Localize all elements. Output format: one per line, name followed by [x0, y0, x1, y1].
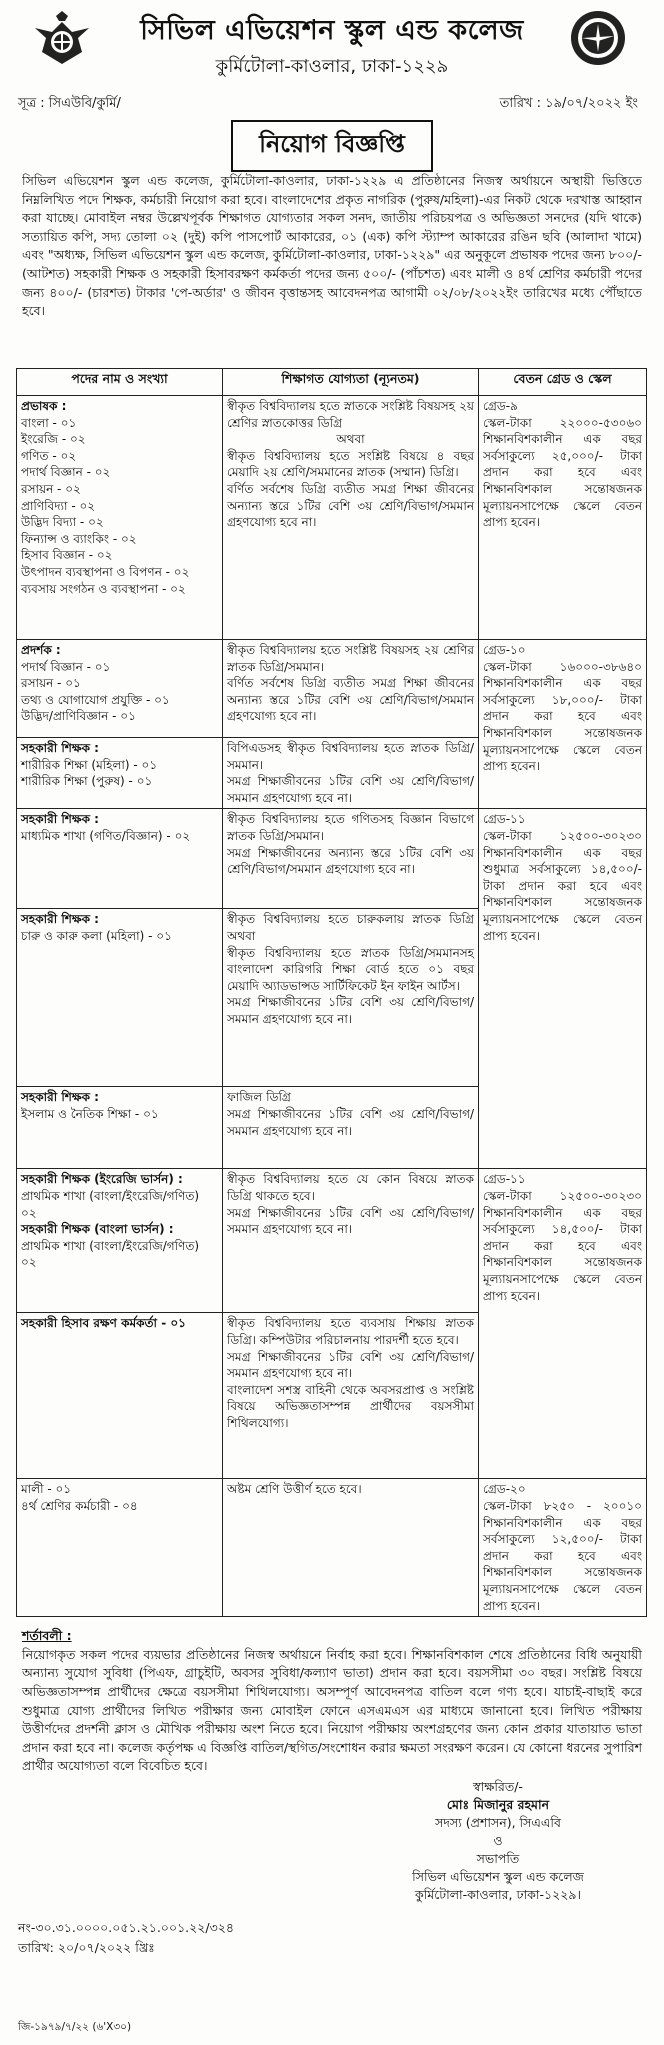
qualification-cell	[223, 1479, 479, 1617]
notice-title: নিয়োগ বিজ্ঞপ্তি	[231, 120, 433, 172]
post-cell	[17, 1313, 223, 1479]
post-item: উদ্ভিদ/প্রাণিবিজ্ঞান - ০১	[21, 709, 136, 724]
post-item: ৪র্থ শ্রেণির কর্মচারী - ০৪	[21, 1498, 138, 1513]
post-title: প্রদর্শক :	[21, 643, 61, 657]
qualification-line: স্বীকৃত বিশ্ববিদ্যালয় হতে সংশ্লিষ্ট বিষয়ে ৪ বছর মেয়াদি ২য় শ্রেণি/সমমানের স্নাতক (সম্মান) ডিগ্রি।	[227, 448, 474, 480]
post-item: শারীরিক শিক্ষা (পুরুষ) - ০১	[21, 774, 153, 789]
post-item: গণিত - ০২	[21, 448, 77, 463]
pay-grade: গ্রেড-১১	[483, 812, 526, 827]
post-item: প্রাথমিক শাখা (বাংলা/ইংরেজি/গণিত) ০২	[21, 1238, 200, 1270]
signed-label: স্বাক্ষরিত/-	[473, 1779, 523, 1794]
post-cell	[17, 809, 223, 909]
post-title: সহকারী শিক্ষক (ইংরেজি ভার্সন) :	[21, 1172, 183, 1187]
post-item: ব্যবসায় সংগঠন ও ব্যবস্থাপনা - ০২	[21, 581, 186, 596]
signatory-institution: সিভিল এভিয়েশন স্কুল এন্ড কলেজ	[412, 1869, 584, 1884]
pay-cell	[479, 1479, 647, 1617]
post-item: রসায়ন - ০২	[21, 481, 81, 496]
pay-grade: গ্রেড-১০	[483, 643, 526, 657]
qualification-line: বাংলাদেশ সশস্ত্র বাহিনী থেকে অবসরপ্রাপ্ত ও সংশ্লিষ্ট বিষয়ে অভিজ্ঞতাসম্পন্ন প্রার্থীদের বয়সসীমা শিথিলযোগ্য।	[227, 1382, 474, 1430]
pay-scale: স্কেল-টাকা ১২৫০০-৩০২৩০ শিক্ষানবিশকালীন এক বছর সর্বসাকুল্যে ১৪,৫০০/- টাকা প্রদান করা হবে এবং শিক্ষানবিশকাল সন্তোষজনক মূল্যায়নসাপেক্ষে স্কেলে বেতন প্রাপ্য হবেন।	[483, 1188, 642, 1303]
signatory-address: কুর্মিটোলা-কাওলার, ঢাকা-১২২৯।	[414, 1887, 582, 1902]
qualification-line: স্বীকৃত বিশ্ববিদ্যালয় হতে স্নাতক ডিগ্রি/সমমানসহ বাংলাদেশ কারিগরি শিক্ষা বোর্ড হতে ০১ বছর মেয়াদি অ্যাডভান্সড সার্টিফিকেট ইন ফাইন আর্টস।	[227, 945, 474, 993]
table-row	[17, 396, 647, 640]
post-item: প্রাথমিক শাখা (বাংলা/ইংরেজি/গণিত) ০২	[21, 1188, 200, 1220]
qualification-line: স্বীকৃত বিশ্ববিদ্যালয় হতে যে কোন বিষয়ে স্নাতক ডিগ্রি থাকতে হবে।	[227, 1172, 474, 1203]
qualification-cell	[223, 738, 479, 809]
post-item: বাংলা - ০১	[21, 415, 77, 430]
qualification-line: অষ্টম শ্রেণি উত্তীর্ণ হতে হবে।	[227, 1482, 362, 1497]
conditions-section	[22, 1627, 642, 1776]
post-title: সহকারী শিক্ষক :	[21, 741, 99, 755]
post-item: শারীরিক শিক্ষা (মহিলা) - ০১	[21, 757, 158, 772]
post-item: পদার্থ বিজ্ঞান - ০২	[21, 465, 111, 480]
post-cell	[17, 738, 223, 809]
qualification-line: সমগ্র শিক্ষাজীবনের ১টির বেশি ৩য় শ্রেণি/বিভাগ/সমমান গ্রহণযোগ্য হবে না।	[227, 774, 474, 805]
post-cell	[17, 909, 223, 1087]
header-post: পদের নাম ও সংখ্যা	[17, 369, 223, 396]
conditions-text: নিয়োগকৃত সকল পদের ব্যয়ভার প্রতিষ্ঠানের নিজস্ব অর্থায়নে নির্বাহ করা হবে। শিক্ষানবিশকাল শেষে প্রতিষ্ঠানের বিধি অনুযায়ী অন্যান্য সুযোগ সুবিধা (পিএফ, গ্রাচুইটি, অবসর সুবিধা/কল্যাণ ভাতা) প্রদান করা হবে। বয়সসীমা ৩০ বছর। সংশ্লিষ্ট বিষয়ে অভিজ্ঞতাসম্পন্ন প্রার্থীদের ক্ষেত্রে বয়সসীমা শিথিলযোগ্য। অসম্পূর্ণ আবেদনপত্র বাতিল বলে গণ্য হবে। যাচাই-বাছাই করে শুধুমাত্র যোগ্য প্রার্থীদের লিখিত পরীক্ষার জন্য মোবাইল ফোনে এসএমএস এর মাধ্যমে জানানো হবে। লিখিত পরীক্ষায় উত্তীর্ণদের প্রদর্শনী ক্লাস ও মৌখিক পরীক্ষায় অংশ নিতে হবে। নিয়োগ পরীক্ষায় অংশগ্রহণের জন্য কোন প্রকার যাতায়াত ভাতা প্রদান করা হবে না। কলেজ কর্তৃপক্ষ এ বিজ্ঞপ্তি বাতিল/স্থগিত/সংশোধন করার ক্ষমতা সংরক্ষণ করেন। যে কোনো ধরনের সুপারিশ প্রার্থীর অযোগ্যতা বলে বিবেচিত হবে।	[22, 1646, 642, 1774]
memo-number: নং-৩০.৩১.০০০০.০৫১.২১.০০১.২২/৩২৪	[18, 1920, 234, 1935]
signatory-role: সভাপতি	[476, 1851, 520, 1866]
pay-cell	[479, 809, 647, 1169]
conditions-title: শর্তাবলী :	[22, 1628, 72, 1644]
qualification-line: অথবা	[336, 432, 365, 447]
qualification-line: স্বীকৃত বিশ্ববিদ্যালয় হতে গণিতসহ বিজ্ঞান বিভাগে স্নাতক ডিগ্রি/সমমান।	[227, 812, 474, 843]
qualification-line: ফাজিল ডিগ্রি	[227, 1090, 291, 1105]
qualification-cell	[223, 809, 479, 909]
pay-grade: গ্রেড-৯	[483, 399, 518, 413]
signatory-designation: সদস্য (প্রশাসন), সিএএবি	[435, 1815, 561, 1830]
intro-paragraph: সিভিল এভিয়েশন স্কুল এন্ড কলেজ, কুর্মিটোলা-কাওলার, ঢাকা-১২২৯ এ প্রতিষ্ঠানের নিজস্ব অর্থায়নে অস্থায়ী ভিত্তিতে নিম্নলিখিত পদে শিক্ষক, কর্মচারী নিয়োগ করা হবে। বাংলাদেশের প্রকৃত নাগরিক (পুরুষ/মহিলা)-এর নিকট থেকে দরখাস্ত আহ্বান করা যাচ্ছে। মোবাইল নম্বর উল্লেখপূর্বক শিক্ষাগত যোগ্যতার সকল সনদ, জাতীয় পরিচয়পত্র ও অভিজ্ঞতা সনদের (যদি থাকে) সত্যায়িত কপি, সদ্য তোলা ০২ (দুই) কপি পাসপোর্ট আকারের, ০১ (এক) কপি স্ট্যাম্প আকারের রঙিন ছবি (আলাদা খামে) এবং "অধ্যক্ষ, সিভিল এভিয়েশন স্কুল এন্ড কলেজ, কুর্মিটোলা-কাওলার, ঢাকা-১২২৯" এর অনুকূলে প্রভাষক পদের জন্য ৮০০/- (আটশত) সহকারী শিক্ষক ও সহকারী হিসাবরক্ষণ কর্মকর্তা পদের জন্য ৫০০/- (পাঁচশত) এবং মালী ও ৪র্থ শ্রেণির কর্মচারী পদের জন্য ৪০০/- (চারশত) টাকার 'পে-অর্ডার' ও জীবন বৃত্তান্তসহ আবেদনপত্র আগামী ০২/০৮/২০২২ইং তারিখের মধ্যে পৌঁছাতে হবে।	[22, 173, 642, 319]
qualification-cell	[223, 1087, 479, 1169]
qualification-line: বর্ণিত সর্বশেষ ডিগ্রি ব্যতীত সমগ্র শিক্ষা জীবনের অন্যান্য স্তরে ১টির বেশি ৩য় শ্রেণি/বিভাগ/সমমান গ্রহণযোগ্য হবে না।	[227, 676, 474, 724]
institution-name: সিভিল এভিয়েশন স্কুল এন্ড কলেজ	[140, 15, 524, 46]
qualification-cell	[223, 1169, 479, 1313]
post-title: প্রভাষক :	[21, 399, 67, 413]
post-cell	[17, 1479, 223, 1617]
table-header-row	[17, 369, 647, 396]
post-item: প্রাণিবিদ্যা - ০২	[21, 498, 96, 513]
header-qualification: শিক্ষাগত যোগ্যতা (ন্যূনতম)	[223, 369, 479, 396]
qualification-line: সমগ্র শিক্ষাজীবনের ১টির বেশি ৩য় শ্রেণি/বিভাগ/সমমান গ্রহণযোগ্য হবে না।	[227, 1349, 474, 1381]
qualification-line: সমগ্র শিক্ষাজীবনের ১টির বেশি ৩য় শ্রেণি/বিভাগ/সমমান গ্রহণযোগ্য হবে না।	[227, 1106, 474, 1138]
post-item: মাধ্যমিক শাখা (গণিত/বিজ্ঞান) - ০২	[21, 828, 191, 843]
pay-cell	[479, 396, 647, 640]
reference-number: সূত্র : সিএউবি/কুর্মি/	[18, 96, 121, 111]
post-title: সহকারী শিক্ষক :	[21, 912, 99, 927]
post-title: সহকারী শিক্ষক :	[21, 812, 99, 827]
table-row	[17, 640, 647, 738]
pay-scale: স্কেল-টাকা ২২০০০-৫৩০৬০ শিক্ষানবিশকালীন এক বছর সর্বসাকুল্যে ২৫,০০০/- টাকা প্রদান করা হবে এবং শিক্ষানবিশকাল সন্তোষজনক মূল্যায়নসাপেক্ষে স্কেলে বেতন প্রাপ্য হবেন।	[483, 415, 642, 530]
reference-line	[14, 88, 650, 118]
notice-title-wrap	[14, 118, 650, 164]
qualification-cell	[223, 640, 479, 738]
qualification-line: স্বীকৃত বিশ্ববিদ্যালয় হতে চারুকলায় স্নাতক ডিগ্রি অথবা	[227, 912, 474, 943]
signature-block	[368, 1778, 628, 1904]
table-row	[17, 1169, 647, 1313]
qualification-cell	[223, 396, 479, 640]
qualification-line: স্বীকৃত বিশ্ববিদ্যালয় হতে ব্যবসায় শিক্ষায় স্নাতক ডিগ্রি। কম্পিউটার পরিচালনায় পারদর্শী হতে হবে।	[227, 1316, 474, 1347]
signatory-and: ও	[493, 1833, 503, 1848]
post-title: সহকারী হিসাব রক্ষণ কর্মকর্তা - ০১	[21, 1316, 186, 1331]
pay-grade: গ্রেড-১১	[483, 1172, 526, 1187]
header-pay: বেতন গ্রেড ও স্কেল	[479, 369, 647, 396]
post-item: চারু ও কারু কলা (মহিলা) - ০১	[21, 928, 172, 943]
institution-address: কুর্মিটোলা-কাওলার, ঢাকা-১২২৯	[215, 56, 449, 77]
qualification-line: সমগ্র শিক্ষাজীবনের অন্যান্য স্তরে ১টির বেশি ৩য় শ্রেণি/বিভাগ/সমমান গ্রহণযোগ্য হবে না।	[227, 845, 474, 877]
header	[14, 0, 650, 88]
post-title: সহকারী শিক্ষক :	[21, 1090, 99, 1105]
post-item: রসায়ন - ০১	[21, 676, 81, 691]
table-row	[17, 1479, 647, 1617]
pay-scale: স্কেল-টাকা ১৬০০০-৩৮৬৪০ শিক্ষানবিশকালীন এক বছর সর্বসাকুল্যে ১৮,০০০/- টাকা প্রদান করা হবে এবং শিক্ষানবিশকাল সন্তোষজনক মূল্যায়নসাপেক্ষে স্কেলে বেতন প্রাপ্য হবেন।	[483, 659, 642, 774]
post-cell	[17, 396, 223, 640]
post-item: উদ্ভিদ বিদ্যা - ০২	[21, 515, 104, 530]
qualification-cell	[223, 1313, 479, 1479]
qualification-line: সমগ্র শিক্ষাজীবনের ১টির বেশি ৩য় শ্রেণি/বিভাগ/সমমান গ্রহণযোগ্য হবে না।	[227, 995, 474, 1026]
qualification-line: বিপিএডসহ স্বীকৃত বিশ্ববিদ্যালয় হতে স্নাতক ডিগ্রি/সমমান।	[227, 741, 474, 772]
pay-scale: স্কেল-টাকা ৮২৫০ - ২০০১০ শিক্ষানবিশকালীন এক বছর সর্বসাকুল্যে ১২,৫০০/- টাকা প্রদান করা হবে এবং শিক্ষানবিশকাল সন্তোষজনক মূল্যায়নসাপেক্ষে স্কেলে বেতন প্রাপ্য হবেন।	[483, 1498, 642, 1613]
pay-grade: গ্রেড-২০	[483, 1482, 526, 1497]
memo-date: তারিখ: ২০/০৭/২০২২ খ্রিঃ	[18, 1940, 155, 1955]
memo-block	[18, 1918, 234, 1958]
post-item: উৎপাদন ব্যবস্থাপনা ও বিপণন - ০২	[21, 564, 190, 579]
post-cell	[17, 1169, 223, 1313]
post-cell	[17, 1087, 223, 1169]
post-item: তথ্য ও যোগাযোগ প্রযুক্তি - ০১	[21, 692, 170, 707]
pay-cell	[479, 640, 647, 809]
post-subtitle: সহকারী শিক্ষক (বাংলা ভার্সন) :	[21, 1222, 174, 1237]
qualification-line: স্বীকৃত বিশ্ববিদ্যালয় হতে সংশ্লিষ্ট বিষয়সহ ২য় শ্রেণির স্নাতক ডিগ্রি/সমমান।	[227, 643, 474, 674]
post-cell	[17, 640, 223, 738]
post-item: হিসাব বিজ্ঞান - ০২	[21, 548, 113, 563]
qualification-cell	[223, 909, 479, 1087]
post-title: মালী - ০১	[21, 1482, 72, 1497]
pay-cell	[479, 1169, 647, 1479]
qualification-line: সমগ্র শিক্ষাজীবনের ১টির বেশি ৩য় শ্রেণি/বিভাগ/সমমান গ্রহণযোগ্য হবে না।	[227, 1205, 474, 1237]
table-row	[17, 809, 647, 909]
caab-logo-right-icon	[568, 8, 628, 68]
post-item: ইংরেজি - ০২	[21, 432, 86, 447]
post-item: পদার্থ বিজ্ঞান - ০১	[21, 659, 111, 674]
posts-table	[16, 368, 647, 1617]
signatory-name: মোঃ মিজানুর রহমান	[446, 1797, 550, 1812]
post-item: ফিন্যান্স ও ব্যাংকিং - ০২	[21, 531, 137, 546]
print-footnote: জি-১৯৭৯/৭/২২ (৬'X৩০)	[18, 2021, 132, 2033]
notice-date: তারিখ : ১৯/০৭/২০২২ ইং	[499, 96, 638, 111]
qualification-line: বর্ণিত সর্বশেষ ডিগ্রি ব্যতীত সমগ্র শিক্ষা জীবনের অন্যান্য স্তরে ১টির বেশি ৩য় শ্রেণি/বিভাগ/সমমান গ্রহণযোগ্য হবে না।	[227, 481, 474, 530]
post-item: ইসলাম ও নৈতিক শিক্ষা - ০১	[21, 1106, 159, 1121]
qualification-line: স্বীকৃত বিশ্ববিদ্যালয় হতে স্নাতকে সংশ্লিষ্ট বিষয়সহ ২য় শ্রেণির স্নাতকোত্তর ডিগ্রি	[227, 399, 474, 430]
pay-scale: স্কেল-টাকা ১২৫০০-৩০২৩০ শিক্ষানবিশকালীন এক বছর শুধুমাত্র সর্বসাকুল্যে ১৪,৫০০/- টাকা প্রদান করা হবে এবং শিক্ষানবিশকাল সন্তোষজনক মূল্যায়নসাপেক্ষে স্কেলে বেতন প্রাপ্য হবেন।	[483, 828, 642, 943]
